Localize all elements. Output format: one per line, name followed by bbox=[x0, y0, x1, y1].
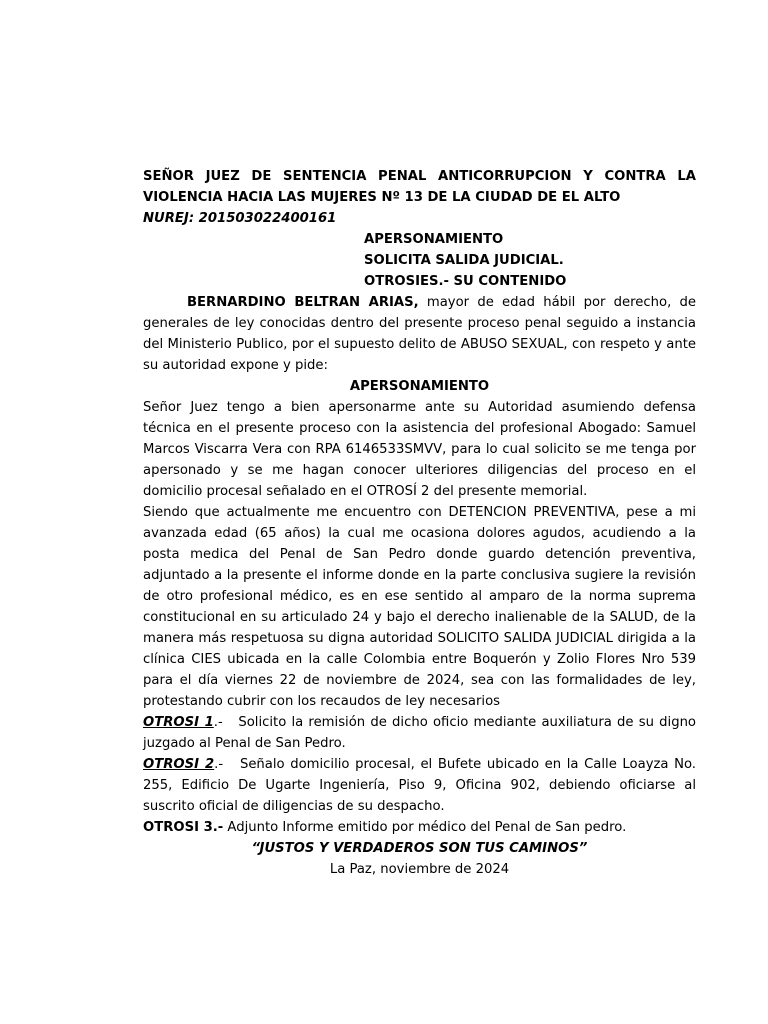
summary-otrosies: OTROSIES.- SU CONTENIDO bbox=[364, 274, 567, 289]
otrosi-2-label: OTROSI 2 bbox=[143, 757, 215, 772]
paragraph-salida-judicial: Siendo que actualmente me encuentro con DETENCION PREVENTIVA, pese a mi avanzada edad (65 años) la cual me ocasiona dolores agudos, acudiendo a la posta medica del Penal de San Pedro donde guardo detención preventiva, adjuntado a la presente el informe donde en la parte conclusiva sugiere la revisión de otro profesional médico, es en ese sentido al amparo de la norma suprema constitucional en su articulado 24 y bajo el derecho inalienable de la SALUD, de la manera más respetuosa su digna autoridad SOLICITO SALIDA JUDICIAL dirigida a la clínica CIES ubicada en la calle Colombia entre Boquerón y Zolio Flores Nro 539 para el día viernes 22 de noviembre de 2024, sea con las formalidades de ley, protestando cubrir con los recaudos de ley necesarios bbox=[143, 505, 696, 709]
petitioner-name: BERNARDINO BELTRAN ARIAS, bbox=[187, 295, 419, 310]
otrosi-2-sep: .- bbox=[214, 757, 224, 772]
summary-apersonamiento: APERSONAMIENTO bbox=[364, 232, 504, 247]
summary-salida-judicial: SOLICITA SALIDA JUDICIAL. bbox=[364, 253, 564, 268]
otrosi-3-text: Adjunto Informe emitido por médico del Penal de San pedro. bbox=[223, 820, 627, 835]
otrosi-3 bbox=[143, 817, 696, 838]
otrosi-1-label: OTROSI 1 bbox=[143, 715, 214, 730]
intro-text: mayor de edad hábil por derecho, de generales de ley conocidas dentro del presente proceso penal seguido a instancia del Ministerio Publico, por el supuesto delito de ABUSO SEXUAL, con respeto y ante su autoridad expone y pide: bbox=[143, 295, 696, 373]
intro-paragraph bbox=[143, 292, 696, 376]
document-body bbox=[143, 166, 701, 880]
otrosi-2 bbox=[143, 754, 701, 817]
motto: “JUSTOS Y VERDADEROS SON TUS CAMINOS” bbox=[251, 841, 588, 856]
paragraph-apersonamiento: Señor Juez tengo a bien apersonarme ante su Autoridad asumiendo defensa técnica en el presente proceso con la asistencia del profesional Abogado: Samuel Marcos Viscarra Vera con RPA 6146533SMVV, para lo cual solicito se me tenga por apersonado y se me hagan conocer ulteriores diligencias del proceso en el domicilio procesal señalado en el OTROSÍ 2 del presente memorial. bbox=[143, 400, 696, 499]
otrosi-1-text: Solicito la remisión de dicho oficio mediante auxiliatura de su digno juzgado al Penal de San Pedro. bbox=[143, 715, 701, 751]
otrosi-2-text: Señalo domicilio procesal, el Bufete ubicado en la Calle Loayza No. 255, Edificio De Ugarte Ingeniería, Piso 9, Oficina 902, debiendo oficiarse al suscrito oficial de diligencias de su despacho. bbox=[143, 757, 701, 814]
court-address: SEÑOR JUEZ DE SENTENCIA PENAL ANTICORRUPCION Y CONTRA LA VIOLENCIA HACIA LAS MUJERES Nº 13 DE LA CIUDAD DE EL ALTO bbox=[143, 169, 696, 205]
otrosi-1 bbox=[143, 712, 701, 754]
otrosi-3-label: OTROSI 3.- bbox=[143, 820, 224, 835]
otrosi-1-sep: .- bbox=[213, 715, 223, 730]
place-date: La Paz, noviembre de 2024 bbox=[329, 862, 510, 877]
nurej-number: NUREJ: 201503022400161 bbox=[143, 211, 337, 226]
section-title: APERSONAMIENTO bbox=[349, 379, 490, 394]
